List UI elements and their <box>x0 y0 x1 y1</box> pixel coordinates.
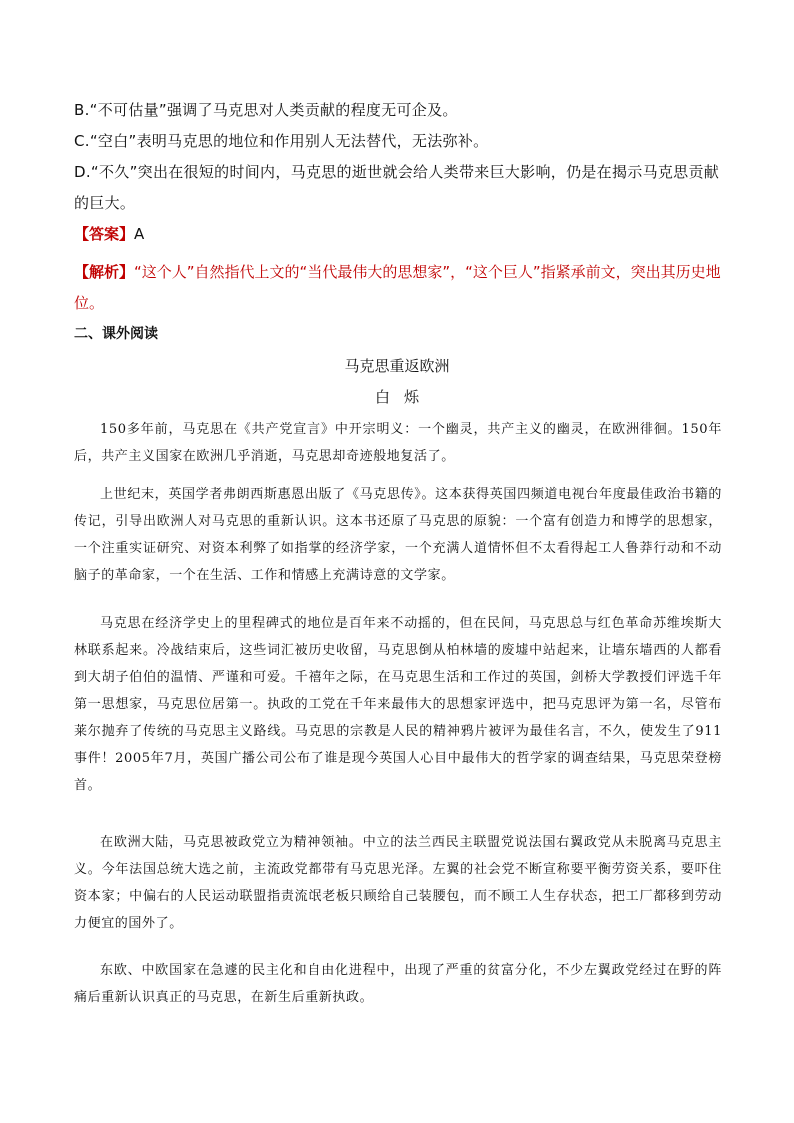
article-paragraph-2: 上世纪末，英国学者弗朗西斯惠恩出版了《马克思传》。这本获得英国四频道电视台年度最佳政治书籍的传记，引导出欧洲人对马克思的重新认识。这本书还原了马克思的原貌：一个富有创造力和博学的思想家，一个注重实证研究、对资本利弊了如指掌的经济学家，一个充满人道情怀但不太看得起工人鲁莽行动和不动脑子的革命家，一个在生活、工作和情感上充满诗意的文学家。 <box>74 487 722 583</box>
analysis-text: “这个人”自然指代上文的“当代最伟大的思想家”，“这个巨人”指紧承前文，突出其历史地位。 <box>74 263 721 312</box>
answer-line <box>74 219 724 250</box>
article-paragraph-5: 东欧、中欧国家在急遽的民主化和自由化进程中，出现了严重的贫富分化，不少左翼政党经过在野的阵痛后重新认识真正的马克思，在新生后重新执政。 <box>74 963 722 1005</box>
article-author: 白烁 <box>374 388 433 406</box>
answer-value: A <box>134 225 145 243</box>
option-c: C.“空白”表明马克思的地位和作用别人无法替代，无法弥补。 <box>74 132 489 150</box>
article-paragraph-4: 在欧洲大陆，马克思被政党立为精神领袖。中立的法兰西民主联盟党说法国右翼政党从未脱离马克思主义。今年法国总统大选之前，主流政党都带有马克思光泽。左翼的社会党不断宣称要平衡劳资关系，要吓住资本家；中偏右的人民运动联盟指责流氓老板只顾给自己装腰包，而不顾工人生存状态，把工厂都移到劳动力便宜的国外了。 <box>74 835 722 931</box>
analysis-line <box>74 257 724 319</box>
option-d: D.“不久”突出在很短的时间内，马克思的逝世就会给人类带来巨大影响，仍是在揭示马克思贡献的巨大。 <box>74 163 720 212</box>
article-paragraph-3: 马克思在经济学史上的里程碑式的地位是百年来不动摇的，但在民间，马克思总与红色革命苏维埃斯大林联系起来。冷战结束后，这些词汇被历史收留，马克思倒从柏林墙的废墟中站起来，让墙东墙西的人都看到大胡子伯伯的温情、严谨和可爱。千禧年之际，在马克思生活和工作过的英国，剑桥大学教授们评选千年第一思想家，马克思位居第一。执政的工党在千年来最伟大的思想家评选中，把马克思评为第一名，尽管布莱尔抛弃了传统的马克思主义路线。马克思的宗教是人民的精神鸦片被评为最佳名言，不久，使发生了911事件！2005年7月，英国广播公司公布了谁是现今英国人心目中最伟大的哲学家的调查结果，马克思荣登榜首。 <box>74 616 722 793</box>
article-paragraph-1: 150多年前，马克思在《共产党宣言》中开宗明义：一个幽灵，共产主义的幽灵，在欧洲徘徊。150年后，共产主义国家在欧洲几乎消逝，马克思却奇迹般地复活了。 <box>74 422 722 464</box>
analysis-tag: 【解析】 <box>74 263 135 281</box>
article-title: 马克思重返欧洲 <box>344 357 450 375</box>
section-heading: 二、课外阅读 <box>74 326 158 342</box>
answer-tag: 【答案】 <box>74 225 135 243</box>
option-b: B.“不可估量”强调了马克思对人类贡献的程度无可企及。 <box>74 101 458 119</box>
